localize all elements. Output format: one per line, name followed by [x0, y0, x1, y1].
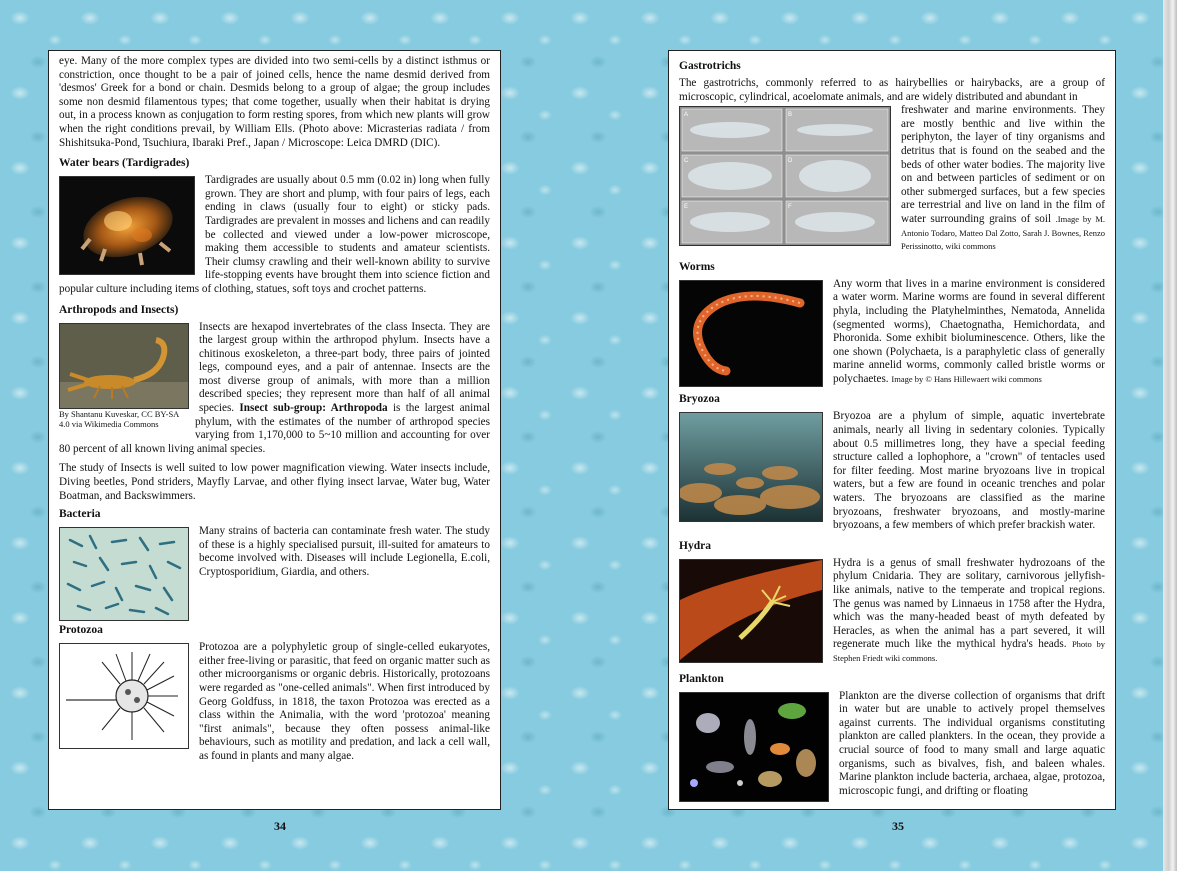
- gastrotrichs-body: freshwater and marine environments. They are mostly benthic and live within the periphyton, the layer of tiny organisms and detritus that is found on the seabed and the beds of other water bodies. The majority live on and between particles of sediment or on other submerged surfaces, but a few species are terrestrial and live on land in the film of water surrounding grains of soil: [901, 104, 1105, 225]
- worms-credit: Image by © Hans Hillewaert wiki commons: [891, 373, 1042, 384]
- worms-body: Any worm that lives in a marine environment is considered a water worm. Marine worms are found in several different phyla, including the Platyhelminthes, Nematoda, Annelida (segmented worms), Chaetognatha, Hemichordata, and Phoronida. Some exhibit bioluminescence. Others, like the one shown (Polychaeta, is a paraphyletic class of generally marine annelid worms, commonly called bristle worms or polychaetes.: [833, 277, 1105, 385]
- page-35: [668, 50, 1116, 810]
- page-number-35: 35: [892, 819, 904, 833]
- arthropods-heading: Arthropods and Insects): [59, 303, 179, 316]
- tardigrades-text: Tardigrades are usually about 0.5 mm (0.02 in) long when fully grown. They are short and plump, with four pairs of legs, each ending in claws (usually four to eight) or sticky pads. Tardigrades are prevalent in mosses and lichens and can readily be collected and viewed under a low-power microscope, making them accessible to students and amateur scientists. Their clumsy crawling and their well-known ability to survive life-stopping events have brought them into science fiction and popular culture including items of clothing, statues, soft toys and crochet patterns.: [59, 174, 490, 295]
- hydra-credit: Photo by Stephen Friedt wiki commons.: [833, 639, 1106, 663]
- arthropoda-bold: Insect sub-group: Arthropoda: [239, 402, 388, 415]
- scorpion-credit: By Shantanu Kuveskar, CC BY-SA 4.0 via Wikimedia Commons: [59, 408, 179, 429]
- gastrotrichs-heading: Gastrotrichs: [679, 60, 741, 72]
- protozoa-drawing: [59, 643, 189, 749]
- gastrotrichs-lead: The gastrotrichs, commonly referred to as hairybellies or hairybacks, are a group of microscopic, cylindrical, acoelomate animals, and are widely distributed and abundant in: [679, 77, 1105, 103]
- gastro-panel-e: E: [684, 204, 689, 211]
- desmid-intro-text: eye. Many of the more complex types are divided into two semi-cells by a distinct isthmus or constriction, once thought to be a pair of joined cells, hence the name desmid derived from 'desmos' Greek for a bond or chain. Desmids belong to a group of algae; the group includes some non desmid filamentous types; that come together, usually when their habitat is drying out, in a process known as conjugation to form resting spores, from which new plants will grow when the right conditions prevail, by William Ells. (Photo above: Micrasterias radiata / from Shishitsuka-Pond, Tsuchiura, Ibaraki Pref., Japan / Microscope: Leica DMRD (DIC).: [59, 55, 490, 149]
- protozoa-text: Protozoa are a polyphyletic group of single-celled eukaryotes, either free-living or parasitic, that feed on organic matter such as other microorganisms or organic debris. Historically, protozoans were regarded as "one-celled animals". When first introduced by Georg Goldfuss, in 1818, the taxon Protozoa was erected as a class within the Animalia, with the word 'protozoa' meaning "first animals", because they often possess animal-like behaviours, such as motility and predation, and lack a cell wall, as found in plants and many algae.: [199, 641, 490, 762]
- bryozoa-photo: [679, 412, 823, 522]
- bacteria-photo: [59, 527, 189, 621]
- plankton-heading: Plankton: [679, 672, 724, 685]
- plankton-photo: [679, 692, 829, 802]
- arthropods-text-2: is the largest animal phylum, with the estimates of the number of arthropod species varying from 1,170,000 to 5~10 million and accounting for over 80 percent of all known living animal species.: [59, 402, 491, 455]
- gastrotrichs-figure: [679, 106, 891, 246]
- gastrotrichs-credit: .Image by M. Antonio Todaro, Matteo Dal Zotto, Sarah J. Bownes, Renzo Perissinotto, wiki commons: [901, 213, 1105, 252]
- hydra-body: Hydra is a genus of small freshwater hydrozoans of the phylum Cnidaria. They are solitary, carnivorous jellyfish-like animals, native to the temperate and tropical regions. The genus was named by Linnaeus in 1758 after the Hydra, which was the many-headed beast of myth defeated by Heracles, as when the animal has a part severed, it will regenerate much like the mythical hydra's heads.: [833, 556, 1105, 651]
- page-34: [48, 50, 501, 810]
- gastro-panel-b: B: [788, 112, 793, 119]
- gastro-panel-a: A: [684, 112, 689, 119]
- worm-photo: [679, 280, 823, 387]
- gastro-panel-c: C: [684, 158, 689, 165]
- worms-heading: Worms: [679, 260, 715, 273]
- tardigrades-heading: Water bears (Tardigrades): [59, 157, 190, 170]
- bryozoa-text: Bryozoa are a phylum of simple, aquatic invertebrate animals, nearly all living in sedentary colonies. Typically about 0.5 millimetres long, they have a special feeding structure called a lophophore, a "crown" of tentacles used for filter feeding. Most marine bryozoans live in tropical waters, but a few are found in oceanic trenches and polar waters. The bryozoans are classified as the marine bryozoans, freshwater bryozoans, and mostly-marine bryozoans, a few members of which prefer brackish water.: [833, 410, 1105, 532]
- hydra-photo: [679, 559, 823, 663]
- bacteria-heading: Bacteria: [59, 508, 101, 521]
- plankton-text: Plankton are the diverse collection of organisms that drift in water but are unable to actively propel themselves against currents. The individual organisms constituting plankton are called plankters. In the ocean, they provide a crucial source of food to many small and large aquatic organisms, such as bivalves, fish, and baleen whales. Marine plankton include bacteria, archaea, algae, protozoa, microscopic fungi, and drifting or floating: [839, 689, 1105, 797]
- tardigrade-photo: [59, 176, 195, 275]
- bacteria-text: Many strains of bacteria can contaminate fresh water. The study of these is a highly specialised pursuit, ill-suited for amateurs to become involved with. Diseases will include Legionella, E.coli, Cryptosporidium, Giardia, and others.: [199, 525, 490, 578]
- hydra-heading: Hydra: [679, 539, 711, 552]
- page-number-34: 34: [274, 819, 286, 833]
- book-page-edge: [1163, 0, 1177, 871]
- arthropods-text-1: Insects are hexapod invertebrates of the class Insecta. They are the largest group within the arthropod phylum. Insects have a chitinous exoskeleton, a three-part body, three pairs of jointed legs, compound eyes, and a pair of antennae. Insects are the most diverse group of animals, with more than a million described species; they represent more than half of all animal species.: [199, 320, 490, 415]
- gastro-panel-f: F: [788, 204, 792, 211]
- insects-study-text: The study of Insects is well suited to low power magnification viewing. Water insects include, Diving beetles, Pond striders, Mayfly Larvae, and other flying insect larvae, Water bug, Water Boatman, and Backswimmers.: [59, 462, 490, 502]
- scorpion-photo: [59, 323, 189, 409]
- protozoa-heading: Protozoa: [59, 624, 103, 637]
- gastro-panel-d: D: [788, 158, 793, 165]
- bryozoa-heading: Bryozoa: [679, 393, 720, 406]
